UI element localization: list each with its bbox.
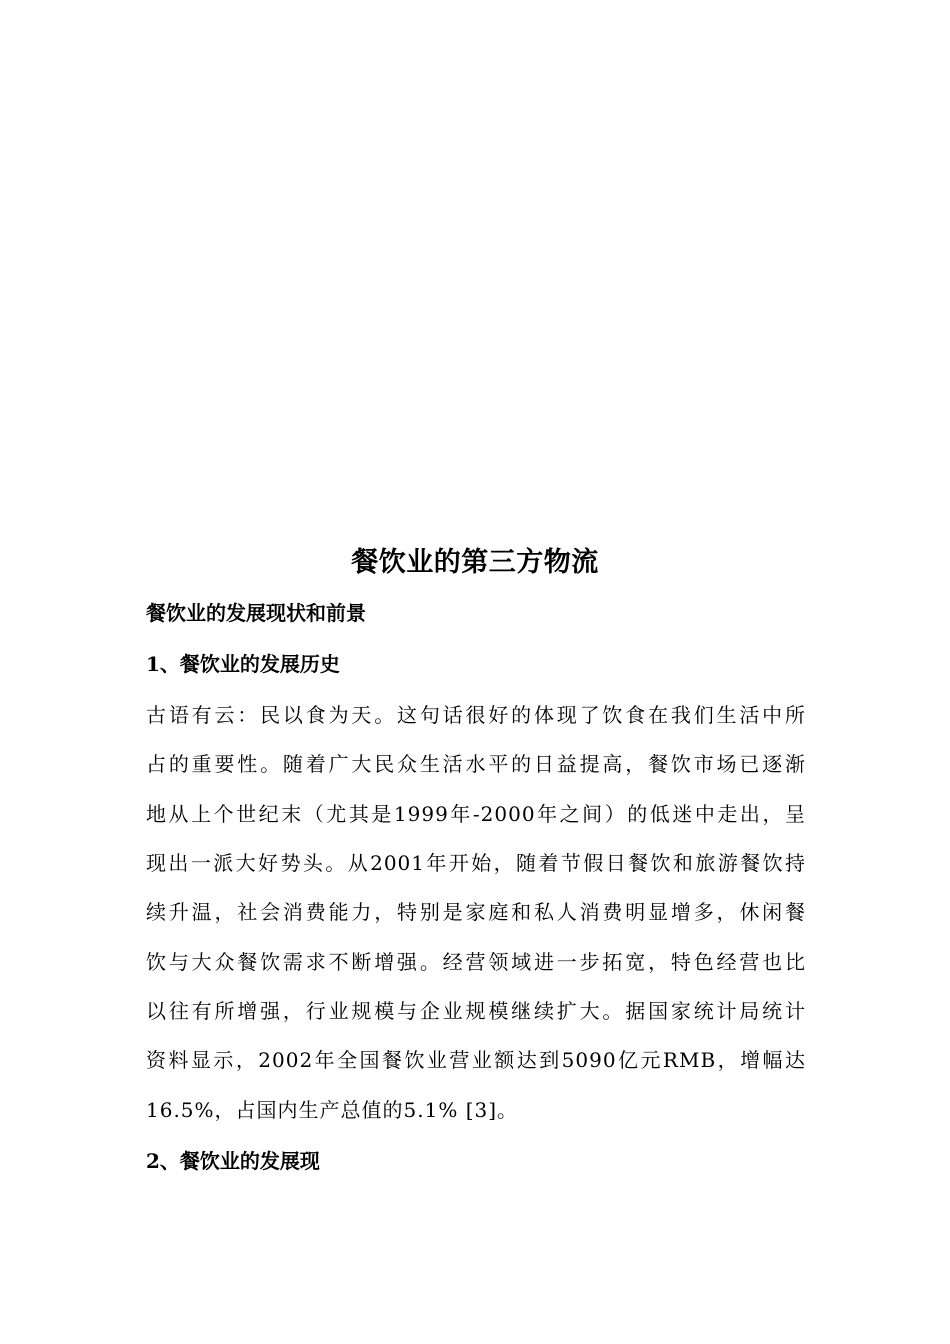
subsection-heading-2: 2、餐饮业的发展现	[146, 1149, 320, 1173]
document-title: 餐饮业的第三方物流	[351, 547, 599, 578]
paragraph-line: 饮与大众餐饮需求不断增强。经营领域进一步拓宽，特色经营也比	[146, 950, 806, 974]
section-heading: 餐饮业的发展现状和前景	[146, 601, 366, 625]
paragraph-line: 古语有云：民以食为天。这句话很好的体现了饮食在我们生活中所	[146, 703, 806, 727]
paragraph-line: 地从上个世纪末（尤其是1999年-2000年之间）的低迷中走出，呈	[146, 802, 806, 826]
paragraph-line: 现出一派大好势头。从2001年开始，随着节假日餐饮和旅游餐饮持	[146, 851, 806, 875]
paragraph-line: 续升温，社会消费能力，特别是家庭和私人消费明显增多，休闲餐	[146, 900, 806, 924]
subsection-heading-1: 1、餐饮业的发展历史	[146, 652, 340, 676]
paragraph-line: 占的重要性。随着广大民众生活水平的日益提高，餐饮市场已逐渐	[146, 752, 806, 776]
paragraph-line: 以往有所增强，行业规模与企业规模继续扩大。据国家统计局统计	[146, 999, 806, 1023]
paragraph-line: 资料显示，2002年全国餐饮业营业额达到5090亿元RMB，增幅达	[146, 1048, 806, 1072]
paragraph-line: 16.5%，占国内生产总值的5.1% [3]。	[146, 1098, 519, 1122]
